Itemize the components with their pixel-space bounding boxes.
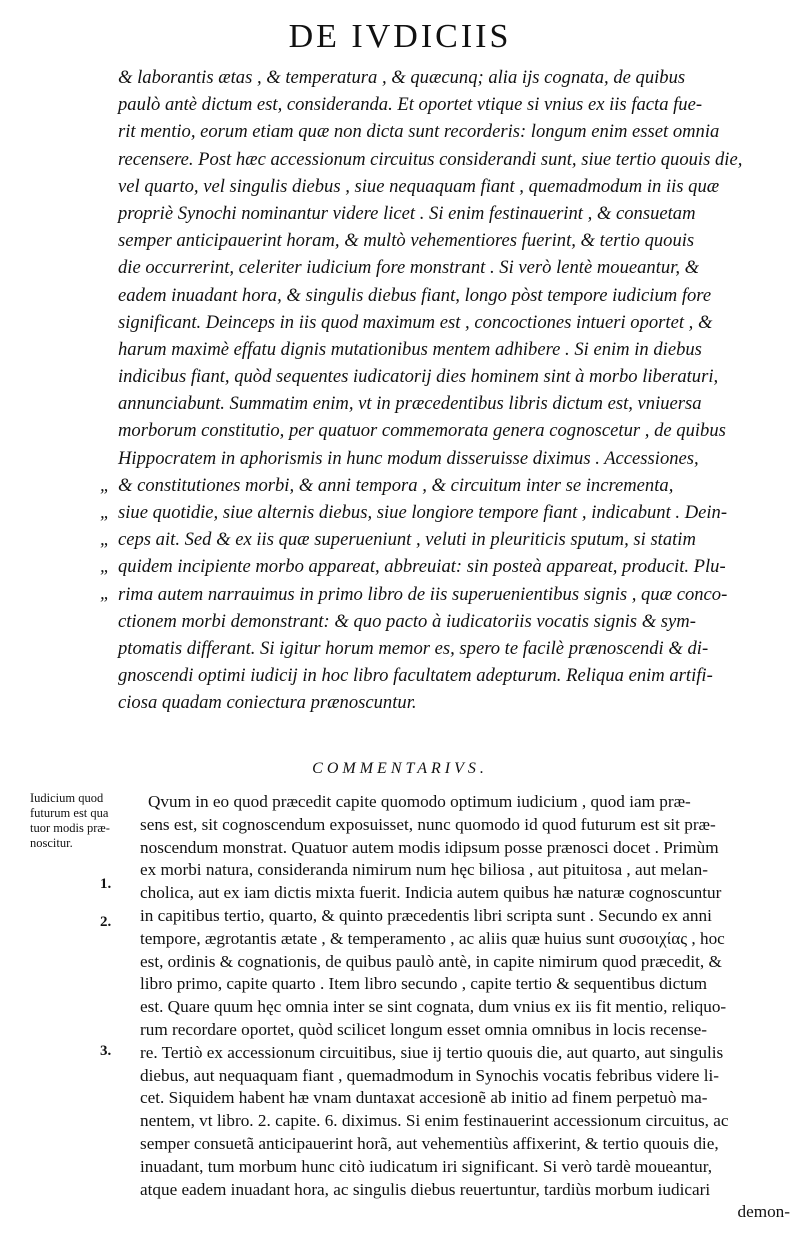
text-line: quidem incipiente morbo appareat, abbreuiat: sin posteà appareat, producit. Plu- xyxy=(118,556,726,578)
text-line: ex morbi natura, consideranda nimirum num hęc biliosa , aut pituitosa , aut melan- xyxy=(140,860,708,880)
text-line: gnoscendi optimi iudicij in hoc libro facultatem adepturum. Reliqua enim artifi- xyxy=(118,665,713,687)
text-line: semper consuetã anticipauerint horã, aut vehementiùs affixerint, & tertio quouis die, xyxy=(140,1133,719,1153)
text-line: rit mentio, eorum etiam quæ non dicta sunt recorderis: longum enim esset omnia xyxy=(118,121,720,143)
margin-note-line: futurum est qua xyxy=(30,806,109,820)
text-line: siue quotidie, siue alternis diebus, siue longiore tempore fiant , indicabunt . Dein- xyxy=(118,502,728,523)
text-line: diebus, aut nequaquam fiant , quemadmodum in Synochis vocatis febribus videre li- xyxy=(140,1065,719,1085)
text-line: libro primo, capite quarto . Item libro secundo , capite tertio & sequentibus dictum xyxy=(140,974,708,994)
text-line: & laborantis ætas , & temperatura , & quæcunq; alia ijs cognata, de quibus xyxy=(118,67,686,88)
enumeration-marker: 1. xyxy=(100,876,112,892)
margin-note-line: Iudicium quod xyxy=(30,791,104,805)
text-line: & constitutiones morbi, & anni tempora , & circuitum inter se incrementa, xyxy=(118,474,674,496)
quote-mark: „ xyxy=(100,556,111,576)
text-line: rima autem narrauimus in primo libro de iis superuenientibus signis , quæ conco- xyxy=(118,583,728,605)
text-line: rum recordare oportet, quòd scilicet longum esset omnia omnibus in locis recense- xyxy=(140,1019,708,1039)
text-line: annunciabunt. Summatim enim, vt in præcedentibus libris dictum est, vniuersa xyxy=(118,393,702,415)
enumeration-marker: 3. xyxy=(100,1043,112,1059)
text-line: atque eadem inuadant hora, ac singulis diebus reuertuntur, tardiùs morbum iudicari xyxy=(140,1179,711,1199)
text-line: ceps ait. Sed & ex iis quæ superueniunt , veluti in pleuriticis sputum, si statim xyxy=(118,529,696,551)
section-heading: COMMENTARIVS. xyxy=(312,760,488,777)
enumeration-marker: 2. xyxy=(100,914,112,930)
text-line: demon- xyxy=(737,1202,790,1222)
text-line: tempore, ægrotantis ætate , & temperamento , ac aliis quæ huius sunt συσοιχίας , hoc xyxy=(140,928,725,948)
text-line: sens est, sit cognoscendum exposuisset, nunc quomodo id quod futurum est sit præ- xyxy=(140,814,716,834)
margin-note-line: noscitur. xyxy=(30,836,73,850)
text-line: cet. Siquidem habent hæ vnam duntaxat accesionẽ ab initio ad finem perpetuò ma- xyxy=(140,1088,708,1108)
text-line: vel quarto, vel singulis diebus , siue nequaquam fiant , quemadmodum in iis quæ xyxy=(118,175,720,197)
text-line: ctionem morbi demonstrant: & quo pacto à iudicatoriis vocatis signis & sym- xyxy=(118,610,696,632)
quote-mark: „ xyxy=(100,475,111,495)
text-line: in capitibus tertio, quarto, & quinto præcedentis libri scripta sunt . Secundo ex anni xyxy=(140,905,712,925)
main-text-italic xyxy=(118,64,793,717)
text-line: Qvum in eo quod præcedit capite quomodo optimum iudicium , quod iam præ- xyxy=(148,792,691,811)
text-line: ptomatis differant. Si igitur horum memor es, spero te facilè prænoscendi & di- xyxy=(118,637,709,659)
text-line: die occurrerint, celeriter iudicium fore monstrant . Si verò lentè moueantur, & xyxy=(118,257,700,279)
commentary-text xyxy=(140,791,790,1224)
text-line: significant. Deinceps in iis quod maximum est , concoctiones intueri oportet , & xyxy=(118,311,713,333)
text-line: est, ordinis & cognationis, de quibus paulò antè, in capite nimirum quod præcedit, & xyxy=(140,951,722,971)
text-line: indicibus fiant, quòd sequentes iudicatorij dies hominem sint à morbo liberaturi, xyxy=(118,366,719,388)
text-line: nentem, vt libro. 2. capite. 6. diximus. Si enim festinauerint accessionum circuitus, ac xyxy=(140,1111,729,1131)
margin-note-line: tuor modis præ- xyxy=(30,821,110,835)
text-line: re. Tertiò ex accessionum circuitibus, siue ij tertio quouis die, aut quarto, aut singulis xyxy=(140,1042,724,1062)
margin-note xyxy=(30,791,130,851)
text-line: propriè Synochi nominantur videre licet . Si enim festinauerint , & consuetam xyxy=(118,202,696,224)
quote-mark: „ xyxy=(100,583,111,603)
quote-mark: „ xyxy=(100,502,111,522)
text-line: eadem inuadant hora, & singulis diebus fiant, longo pòst tempore iudicium fore xyxy=(118,284,712,306)
quote-mark: „ xyxy=(100,529,111,549)
text-line: Hippocratem in aphorismis in hunc modum disseruisse diximus . Accessiones, xyxy=(118,447,699,469)
text-line: paulò antè dictum est, consideranda. Et oportet vtique si vnius ex iis facta fue- xyxy=(118,94,703,116)
text-line: noscendum monstrat. Quatuor autem modis idipsum posse prænosci docet . Primùm xyxy=(140,837,719,857)
text-line: est. Quare quum hęc omnia inter se sint cognata, dum vnius ex iis fit mentio, reliquo- xyxy=(140,997,727,1017)
text-line: ciosa quadam coniectura prænoscuntur. xyxy=(118,692,417,714)
text-line: recensere. Post hæc accessionum circuitus considerandi sunt, siue tertio quouis die, xyxy=(118,148,743,170)
text-line: morborum constitutio, per quatuor commemorata genera cognoscetur , de quibus xyxy=(118,420,726,442)
running-head: DE IVDICIIS xyxy=(288,18,512,55)
text-line: semper anticipauerint horam, & multò vehementiores fuerint, & tertio quouis xyxy=(118,230,695,252)
text-line: harum maximè effatu dignis mutationibus mentem adhibere . Si enim in diebus xyxy=(118,338,702,360)
text-line: inuadant, tum morbum hunc citò iudicatum iri significant. Si verò tardè moueantur, xyxy=(140,1156,713,1176)
text-line: cholica, aut ex iam dictis mixta fuerit. Indicia autem quibus hæ naturæ cognoscuntur xyxy=(140,883,722,903)
